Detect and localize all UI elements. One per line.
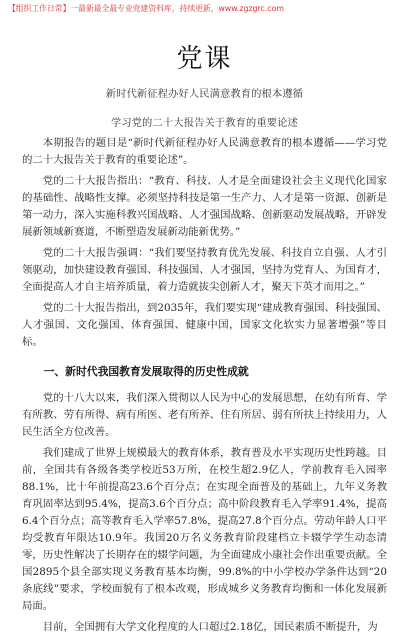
document-body <box>0 135 409 636</box>
header-banner: 【组织工作日常】一最新最全最专业党建资料库，持续更新，www.zgzgrc.com <box>8 4 284 13</box>
subtitle-2: 学习党的二十大报告关于教育的重要论述 <box>111 118 298 129</box>
paragraph: 党的二十大报告指出，到2035年，我们要实现“建成教育强国、科技强国、人才强国、文化强国、体育强国、健康中国，国家文化软实力显著增强”等目标。 <box>22 302 387 348</box>
paragraph: 本期报告的题目是“新时代新征程办好人民满意教育的根本遵循——学习党的二十大报告关于教育的重要论述”。 <box>22 137 387 166</box>
section-heading: 一、新时代我国教育发展取得的历史性成就 <box>43 365 249 378</box>
paragraph: 党的二十大报告指出：“教育、科技、人才是全面建设社会主义现代化国家的基础性、战略性支撑。必须坚持科技是第一生产力、人才是第一资源、创新是第一动力，深入实施科教兴国战略、人才强国战略、创新驱动发展战略，开辟发展新领域新赛道，不断塑造发展新动能新优势。” <box>22 175 387 238</box>
page-title: 党课 <box>176 44 233 74</box>
paragraph: 党的十八大以来，我们深入贯彻以人民为中心的发展思想，在幼有所育、学有所教、劳有所得、病有所医、老有所养、住有所居、弱有所扶上持续用力，人民生活全方位改善。 <box>22 392 387 438</box>
paragraph: 党的二十大报告强调：“我们要坚持教育优先发展、科技自立自强、人才引领驱动，加快建设教育强国、科技强国、人才强国，坚持为党育人、为国育才，全面提高人才自主培养质量，着力造就拔尖创新人才，聚天下英才而用之。” <box>22 247 387 293</box>
subtitle-1: 新时代新征程办好人民满意教育的根本遵循 <box>105 89 304 100</box>
paragraph: 我们建成了世界上规模最大的教育体系，教育普及水平实现历史性跨越。目前，全国共有各级各类学校近53万所，在校生超2.9亿人，学前教育毛入园率88.1%，比十年前提高23.6个百分点；在实现全面普及的基础上，九年义务教育巩固率达到95.4%，提高3.6个百分点；高中阶段教育毛入学率91.4%，提高6.4个百分点；高等教育毛入学率57.8%，提高27.8个百分点。劳动年龄人口平均受教育年限达10.9年。我国20万名义务教育阶段建档立卡辍学学生动态清零，历史性解决了长期存在的辍学问题，为全面建成小康社会作出重要贡献。全国2895个县全部实现义务教育基本均衡，99.8%的中小学校办学条件达到“20条底线”要求，学校面貌有了根本改观，形成城乡义务教育均衡和一体化发展新局面。 <box>22 447 387 612</box>
paragraph: 目前，全国拥有大学文化程度的人口超过2.18亿，国民素质不断提升，为 <box>42 621 378 633</box>
